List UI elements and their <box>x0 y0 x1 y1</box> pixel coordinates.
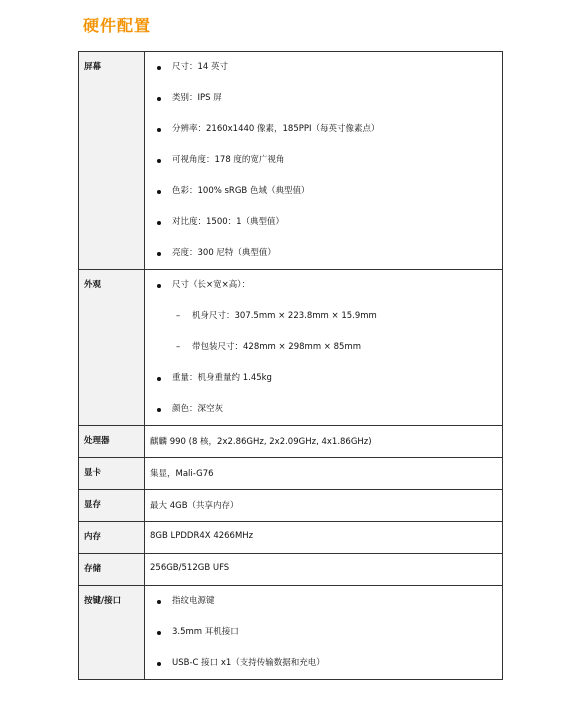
row-label-storage: 存储 <box>79 554 145 586</box>
list-item: 尺寸（长×宽×高）： <box>150 270 502 301</box>
table-row-screen <box>79 52 503 270</box>
table-row-cpu <box>79 426 503 458</box>
list-item: USB-C 接口 x1（支持传输数据和充电） <box>150 648 502 679</box>
list-item: 亮度：300 尼特（典型值） <box>150 238 502 269</box>
row-label-appearance: 外观 <box>79 270 145 426</box>
bullet-icon <box>157 128 161 132</box>
list-subitem: – 带包装尺寸：428mm × 298mm × 85mm <box>150 332 502 363</box>
bullet-icon <box>157 408 161 412</box>
row-value-storage: 256GB/512GB UFS <box>145 554 503 586</box>
bullet-icon <box>157 159 161 163</box>
spec-table <box>78 51 503 680</box>
bullet-icon <box>157 662 161 666</box>
dash-icon: – <box>176 311 181 321</box>
table-row-gpu <box>79 458 503 490</box>
list-item: 色彩：100% sRGB 色域（典型值） <box>150 176 502 207</box>
bullet-icon <box>157 252 161 256</box>
bullet-icon <box>157 284 161 288</box>
ports-list <box>150 586 502 679</box>
list-subitem: – 机身尺寸：307.5mm × 223.8mm × 15.9mm <box>150 301 502 332</box>
bullet-icon <box>157 66 161 70</box>
table-row-ports <box>79 586 503 680</box>
row-label-screen: 屏幕 <box>79 52 145 270</box>
list-item: 3.5mm 耳机接口 <box>150 617 502 648</box>
row-value-screen <box>145 52 503 270</box>
table-row-vram <box>79 490 503 522</box>
list-item: 可视角度：178 度的宽广视角 <box>150 145 502 176</box>
table-row-memory <box>79 522 503 554</box>
list-item: 指纹电源键 <box>150 586 502 617</box>
bullet-icon <box>157 221 161 225</box>
list-item: 尺寸：14 英寸 <box>150 52 502 83</box>
list-item: 类别：IPS 屏 <box>150 83 502 114</box>
list-item: 颜色：深空灰 <box>150 394 502 425</box>
row-value-memory: 8GB LPDDR4X 4266MHz <box>145 522 503 554</box>
table-row-appearance <box>79 270 503 426</box>
row-label-gpu: 显卡 <box>79 458 145 490</box>
list-item: 分辨率：2160x1440 像素，185PPI（每英寸像素点） <box>150 114 502 145</box>
table-row-storage <box>79 554 503 586</box>
row-value-gpu: 集显，Mali-G76 <box>145 458 503 490</box>
page-title: 硬件配置 <box>83 16 152 35</box>
list-item: 对比度：1500：1（典型值） <box>150 207 502 238</box>
row-label-ports: 按键/接口 <box>79 586 145 680</box>
row-label-vram: 显存 <box>79 490 145 522</box>
bullet-icon <box>157 97 161 101</box>
appearance-list <box>150 270 502 425</box>
bullet-icon <box>157 631 161 635</box>
row-label-memory: 内存 <box>79 522 145 554</box>
dash-icon: – <box>176 342 181 352</box>
row-value-appearance <box>145 270 503 426</box>
bullet-icon <box>157 190 161 194</box>
row-value-ports <box>145 586 503 680</box>
list-item: 重量：机身重量约 1.45kg <box>150 363 502 394</box>
row-label-cpu: 处理器 <box>79 426 145 458</box>
screen-list <box>150 52 502 269</box>
bullet-icon <box>157 377 161 381</box>
row-value-vram: 最大 4GB（共享内存） <box>145 490 503 522</box>
bullet-icon <box>157 600 161 604</box>
row-value-cpu: 麒麟 990 (8 核，2x2.86GHz, 2x2.09GHz, 4x1.86GHz) <box>145 426 503 458</box>
